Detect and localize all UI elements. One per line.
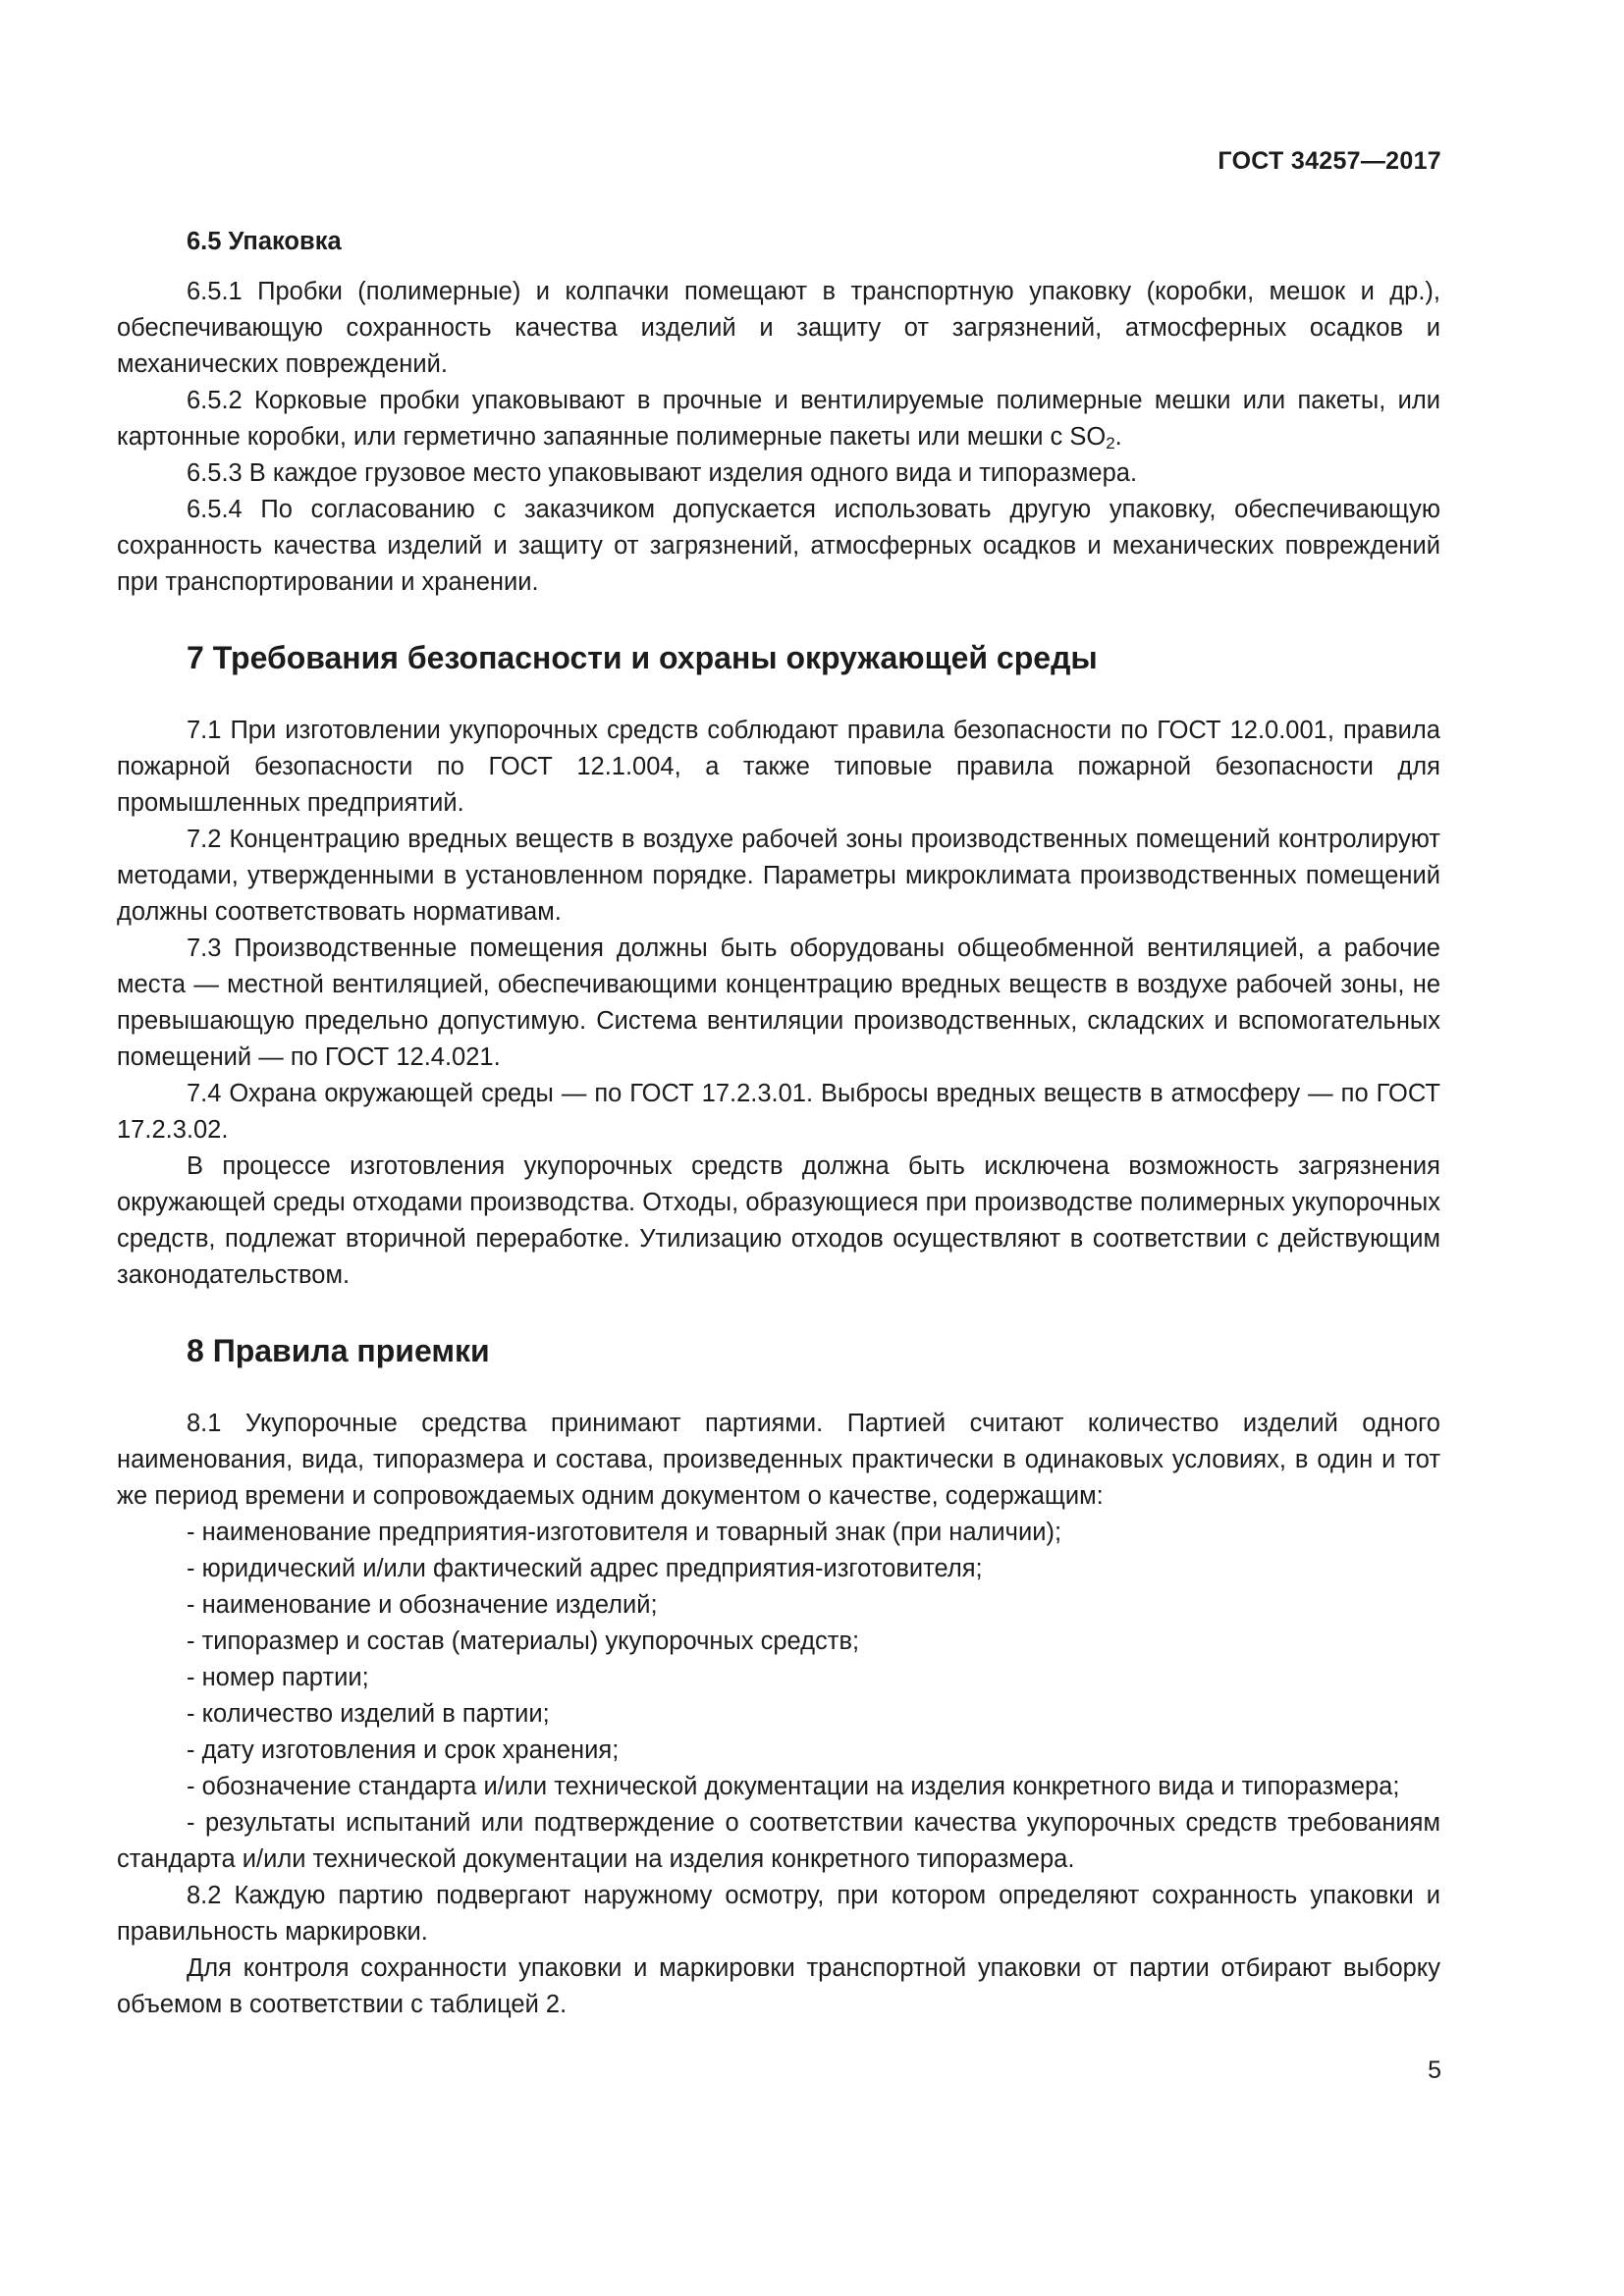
document-code: ГОСТ 34257—2017 bbox=[1218, 147, 1441, 175]
so2-subscript: 2 bbox=[1106, 434, 1115, 453]
list-item: - дату изготовления и срок хранения; bbox=[187, 1736, 620, 1764]
paragraph-6-5-2 bbox=[117, 383, 1440, 455]
page-number: 5 bbox=[1428, 2056, 1441, 2084]
paragraph-6-5-3: 6.5.3 В каждое грузовое место упаковывают изделия одного вида и типоразмера. bbox=[187, 459, 1138, 487]
paragraph-6-5-2-tail: . bbox=[1114, 423, 1122, 451]
list-item: - номер партии; bbox=[187, 1664, 369, 1691]
list-item: - наименование и обозначение изделий; bbox=[187, 1591, 658, 1619]
section-heading-8: 8 Правила приемки bbox=[187, 1333, 490, 1368]
paragraph-8-2: 8.2 Каждую партию подвергают наружному осмотру, при котором определяют сохранность упаковки и правильность маркировки. bbox=[117, 1882, 1440, 1946]
section-heading-7: 7 Требования безопасности и охраны окружающей среды bbox=[187, 640, 1098, 675]
subsection-heading-6-5: 6.5 Упаковка bbox=[187, 228, 342, 255]
page-content bbox=[117, 224, 1440, 2023]
list-item: - обозначение стандарта и/или технической документации на изделия конкретного вида и типоразмера; bbox=[187, 1773, 1400, 1800]
list-item: - результаты испытаний или подтверждение о соответствии качества укупорочных средств требованиям стандарта и/или технической документации на изделия конкретного типоразмера. bbox=[117, 1809, 1440, 1873]
paragraph-6-5-1: 6.5.1 Пробки (полимерные) и колпачки помещают в транспортную упаковку (коробки, мешок и др.), обеспечивающую сохранность качества изделий и защиту от загрязнений, атмосферных осадков и механических повреждений. bbox=[117, 278, 1440, 378]
paragraph-7-2: 7.2 Концентрацию вредных веществ в воздухе рабочей зоны производственных помещений контролируют методами, утвержденными в установленном порядке. Параметры микроклимата производственных помещений должны соответствовать нормативам. bbox=[117, 826, 1440, 926]
list-item: - типоразмер и состав (материалы) укупорочных средств; bbox=[187, 1628, 860, 1655]
paragraph-7-1: 7.1 При изготовлении укупорочных средств соблюдают правила безопасности по ГОСТ 12.0.001, правила пожарной безопасности по ГОСТ 12.1.004, а также типовые правила пожарной безопасности для промышленных предприятий. bbox=[117, 717, 1440, 817]
paragraph-6-5-2-text: 6.5.2 Корковые пробки упаковывают в прочные и вентилируемые полимерные мешки или пакеты, или картонные коробки, или герметично запаянные полимерные пакеты или мешки с SO bbox=[117, 387, 1440, 451]
list-item: - наименование предприятия-изготовителя и товарный знак (при наличии); bbox=[187, 1519, 1062, 1546]
paragraph-7-3: 7.3 Производственные помещения должны быть оборудованы общеобменной вентиляцией, а рабочие места — местной вентиляцией, обеспечивающими концентрацию вредных веществ в воздухе рабочей зоны, не превышающую предельно допустимую. Система вентиляции производственных, складских и вспомогательных помещений — по ГОСТ 12.4.021. bbox=[117, 934, 1440, 1071]
paragraph-7-waste: В процессе изготовления укупорочных средств должна быть исключена возможность загрязнения окружающей среды отходами производства. Отходы, образующиеся при производстве полимерных укупорочных средств, подлежат вторичной переработке. Утилизацию отходов осуществляют в соответствии с действующим законодательством. bbox=[117, 1152, 1440, 1289]
paragraph-6-5-4: 6.5.4 По согласованию с заказчиком допускается использовать другую упаковку, обеспечивающую сохранность качества изделий и защиту от загрязнений, атмосферных осадков и механических повреждений при транспортировании и хранении. bbox=[117, 496, 1440, 596]
paragraph-7-4: 7.4 Охрана окружающей среды — по ГОСТ 17.2.3.01. Выбросы вредных веществ в атмосферу — по ГОСТ 17.2.3.02. bbox=[117, 1080, 1440, 1144]
paragraph-8-1: 8.1 Укупорочные средства принимают партиями. Партией считают количество изделий одного наименования, вида, типоразмера и состава, произведенных практически в одинаковых условиях, в один и тот же период времени и сопровождаемых одним документом о качестве, содержащим: bbox=[117, 1410, 1440, 1510]
list-item: - количество изделий в партии; bbox=[187, 1700, 550, 1728]
paragraph-8-sampling: Для контроля сохранности упаковки и маркировки транспортной упаковки от партии отбирают выборку объемом в соответствии с таблицей 2. bbox=[117, 1954, 1440, 2018]
list-item: - юридический и/или фактический адрес предприятия-изготовителя; bbox=[187, 1555, 983, 1582]
